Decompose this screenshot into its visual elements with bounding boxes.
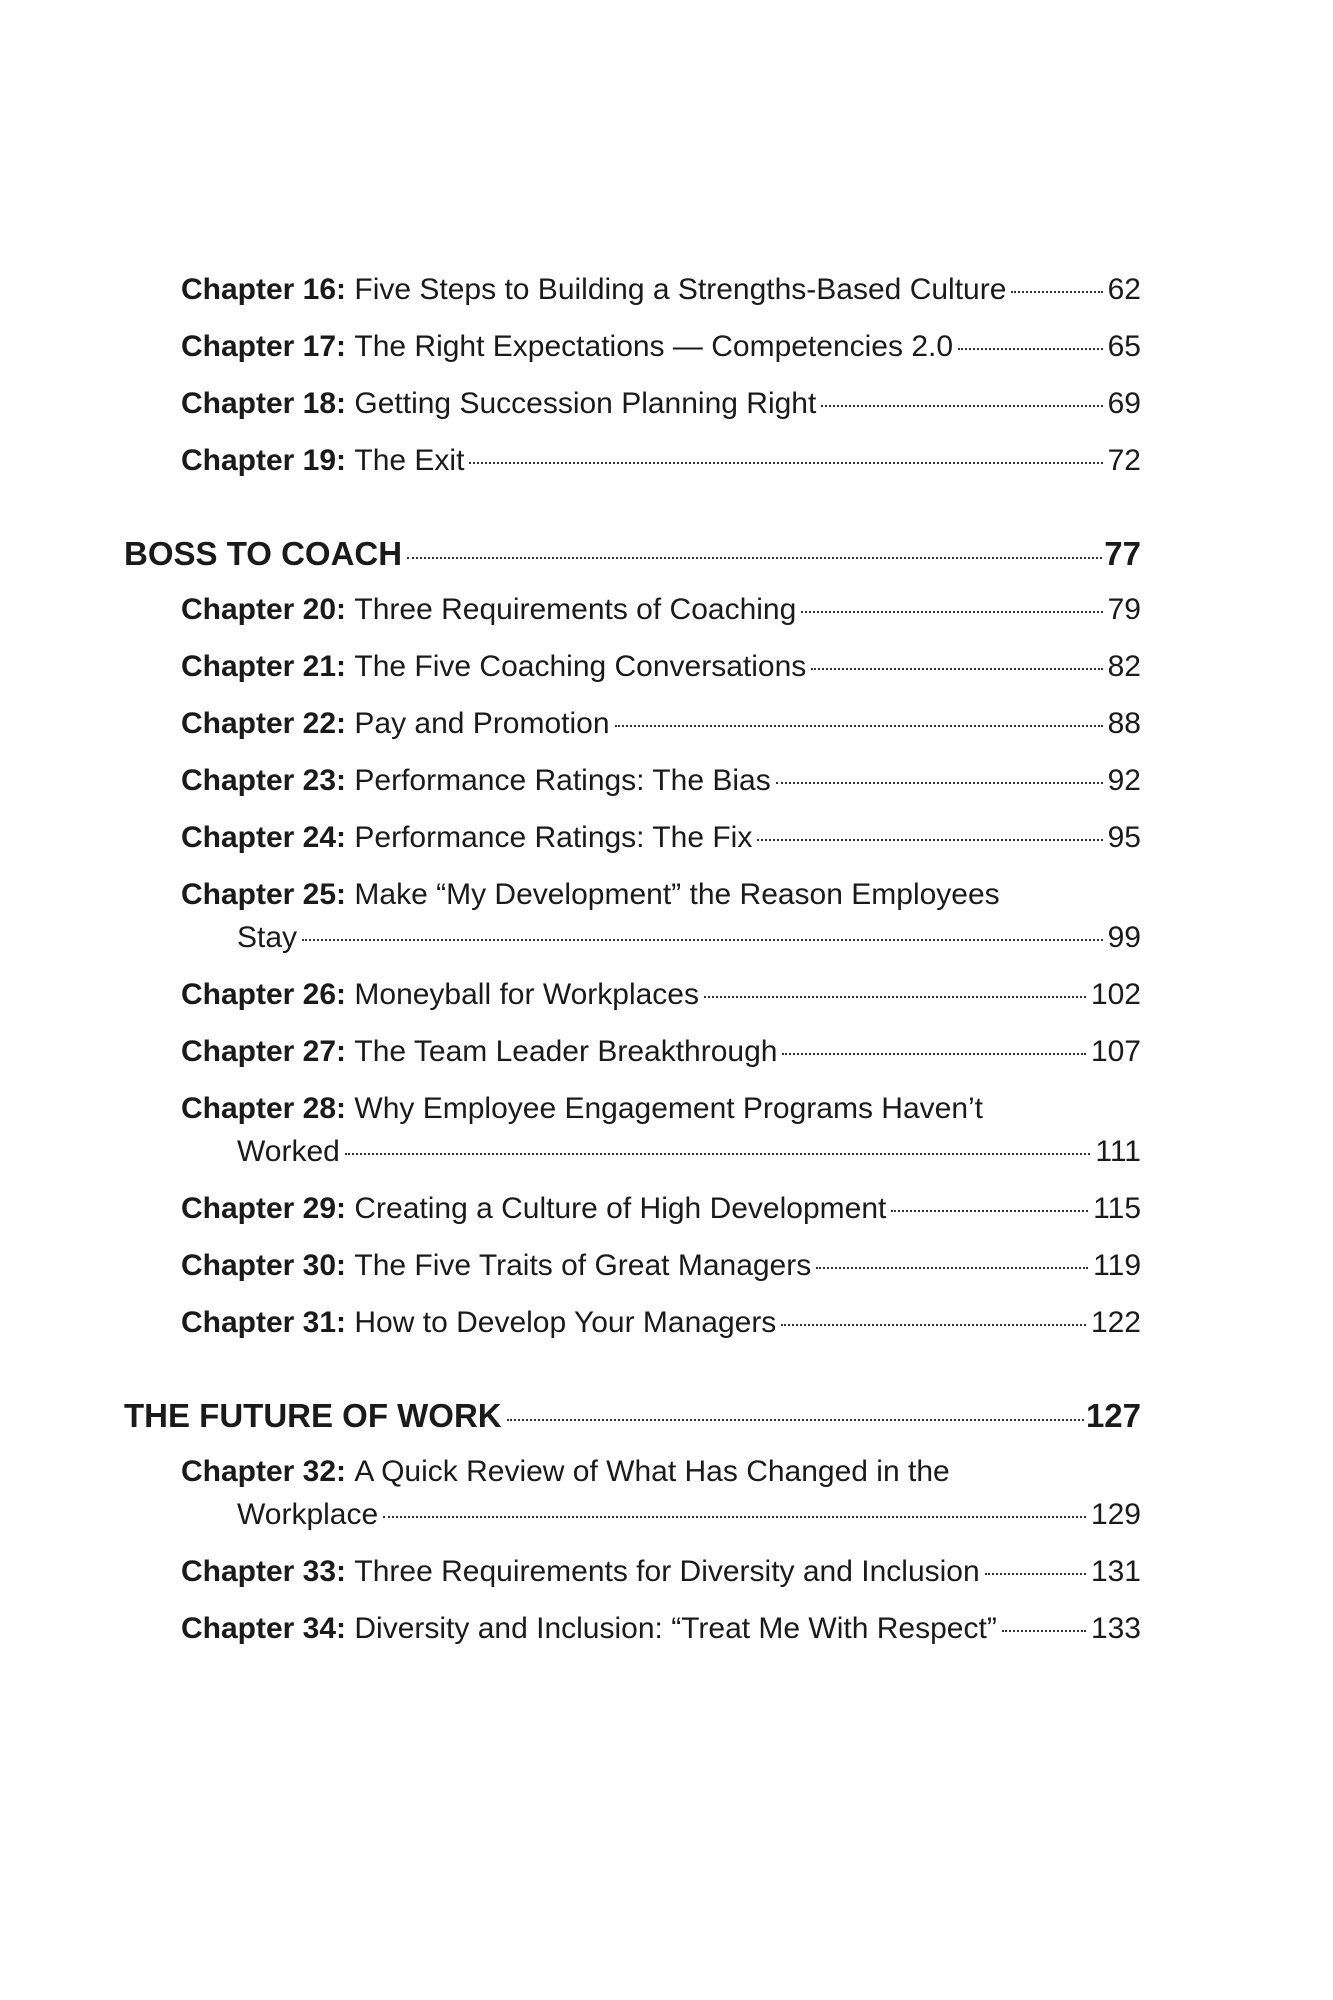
dot-leader	[1011, 291, 1102, 293]
dot-leader	[801, 611, 1102, 613]
page-number: 115	[1093, 1192, 1141, 1225]
chapter-label: Chapter 29:	[181, 1192, 347, 1225]
toc-entry-chapter-20[interactable]	[181, 588, 1141, 645]
page-number: 65	[1107, 330, 1141, 363]
chapter-title: Performance Ratings: The Fix	[354, 821, 753, 854]
dot-leader	[757, 839, 1102, 841]
chapter-title: The Five Traits of Great Managers	[354, 1249, 812, 1282]
page-number: 111	[1095, 1135, 1141, 1168]
page-number: 79	[1107, 593, 1141, 626]
toc-entry-chapter-26[interactable]	[181, 973, 1141, 1030]
dot-leader	[302, 939, 1103, 941]
dot-leader	[704, 996, 1086, 998]
dot-leader	[816, 1267, 1088, 1269]
chapter-title: The Exit	[354, 444, 465, 477]
chapter-title: Five Steps to Building a Strengths-Based Culture	[354, 273, 1007, 306]
toc-entry-chapter-16[interactable]	[181, 268, 1141, 325]
chapter-label: Chapter 27:	[181, 1035, 347, 1068]
chapter-label: Chapter 16:	[181, 273, 347, 306]
chapter-title: The Five Coaching Conversations	[354, 650, 807, 683]
chapter-title: Getting Succession Planning Right	[354, 387, 817, 420]
toc-entry-chapter-19[interactable]	[181, 439, 1141, 496]
toc-entry-chapter-30[interactable]	[181, 1244, 1141, 1301]
chapter-title: Three Requirements for Diversity and Inclusion	[354, 1555, 980, 1588]
chapter-title-continuation: Workplace	[237, 1498, 379, 1531]
page-number: 122	[1090, 1306, 1141, 1339]
chapter-title: Diversity and Inclusion: “Treat Me With Respect”	[354, 1612, 997, 1645]
toc-entry-chapter-24[interactable]	[181, 816, 1141, 873]
page-number: 77	[1104, 535, 1141, 572]
page-number: 102	[1090, 978, 1141, 1011]
dot-leader	[776, 782, 1103, 784]
toc-entry-chapter-23[interactable]	[181, 759, 1141, 816]
chapter-label: Chapter 22:	[181, 707, 347, 740]
dot-leader	[782, 1053, 1086, 1055]
chapter-label: Chapter 23:	[181, 764, 347, 797]
toc-part-future-of-work[interactable]	[124, 1393, 1141, 1450]
page-number: 95	[1107, 821, 1141, 854]
dot-leader	[507, 1419, 1084, 1421]
dot-leader	[615, 725, 1103, 727]
dot-leader	[985, 1573, 1086, 1575]
page-number: 131	[1090, 1555, 1141, 1588]
dot-leader	[407, 557, 1102, 559]
chapter-label: Chapter 34:	[181, 1612, 347, 1645]
chapter-label: Chapter 26:	[181, 978, 347, 1011]
page-number: 107	[1090, 1035, 1141, 1068]
chapter-label: Chapter 17:	[181, 330, 347, 363]
chapter-label: Chapter 31:	[181, 1306, 347, 1339]
chapter-title-continuation: Worked	[237, 1135, 340, 1168]
toc-entry-chapter-29[interactable]	[181, 1187, 1141, 1244]
dot-leader	[345, 1153, 1091, 1155]
page-number: 119	[1093, 1249, 1141, 1282]
spacer	[124, 496, 1141, 531]
chapter-title: Why Employee Engagement Programs Haven’t	[354, 1092, 984, 1125]
page-number: 69	[1107, 387, 1141, 420]
chapter-title: Make “My Development” the Reason Employees	[354, 878, 1000, 911]
toc-entry-chapter-32[interactable]	[181, 1450, 1141, 1550]
toc-entry-chapter-33[interactable]	[181, 1550, 1141, 1607]
chapter-label: Chapter 30:	[181, 1249, 347, 1282]
chapter-title: Moneyball for Workplaces	[354, 978, 699, 1011]
chapter-title: A Quick Review of What Has Changed in the	[354, 1455, 950, 1488]
chapter-title: The Team Leader Breakthrough	[354, 1035, 778, 1068]
toc-part-boss-to-coach[interactable]	[124, 531, 1141, 588]
chapter-label: Chapter 28:	[181, 1092, 347, 1125]
dot-leader	[958, 348, 1103, 350]
part-title: THE FUTURE OF WORK	[124, 1397, 502, 1434]
dot-leader	[469, 462, 1102, 464]
toc-entry-chapter-22[interactable]	[181, 702, 1141, 759]
chapter-label: Chapter 18:	[181, 387, 347, 420]
toc-entry-chapter-17[interactable]	[181, 325, 1141, 382]
chapter-title: The Right Expectations — Competencies 2.0	[354, 330, 954, 363]
toc-entry-chapter-18[interactable]	[181, 382, 1141, 439]
page-number: 82	[1107, 650, 1141, 683]
page-number: 62	[1107, 273, 1141, 306]
chapter-title: Pay and Promotion	[354, 707, 610, 740]
dot-leader	[1002, 1630, 1086, 1632]
part-title: BOSS TO COACH	[124, 535, 403, 572]
chapter-title: Creating a Culture of High Development	[354, 1192, 887, 1225]
toc-entry-chapter-25[interactable]	[181, 873, 1141, 973]
toc-entry-chapter-27[interactable]	[181, 1030, 1141, 1087]
page-number: 72	[1107, 444, 1141, 477]
chapter-label: Chapter 19:	[181, 444, 347, 477]
chapter-label: Chapter 21:	[181, 650, 347, 683]
page-number: 129	[1090, 1498, 1141, 1531]
table-of-contents	[124, 268, 1141, 1664]
page-number: 99	[1107, 921, 1141, 954]
chapter-title: Performance Ratings: The Bias	[354, 764, 771, 797]
dot-leader	[781, 1324, 1086, 1326]
chapter-label: Chapter 33:	[181, 1555, 347, 1588]
page-number: 133	[1090, 1612, 1141, 1645]
page-number: 92	[1107, 764, 1141, 797]
toc-entry-chapter-21[interactable]	[181, 645, 1141, 702]
dot-leader	[821, 405, 1102, 407]
chapter-title: Three Requirements of Coaching	[354, 593, 797, 626]
toc-entry-chapter-34[interactable]	[181, 1607, 1141, 1664]
toc-entry-chapter-31[interactable]	[181, 1301, 1141, 1358]
chapter-label: Chapter 25:	[181, 878, 347, 911]
chapter-title-continuation: Stay	[237, 921, 298, 954]
spacer	[124, 1358, 1141, 1393]
toc-entry-chapter-28[interactable]	[181, 1087, 1141, 1187]
dot-leader	[811, 668, 1102, 670]
chapter-title: How to Develop Your Managers	[354, 1306, 777, 1339]
page-number: 88	[1107, 707, 1141, 740]
chapter-label: Chapter 32:	[181, 1455, 347, 1488]
chapter-label: Chapter 20:	[181, 593, 347, 626]
chapter-label: Chapter 24:	[181, 821, 347, 854]
dot-leader	[383, 1516, 1086, 1518]
dot-leader	[891, 1210, 1088, 1212]
page-number: 127	[1085, 1397, 1141, 1434]
